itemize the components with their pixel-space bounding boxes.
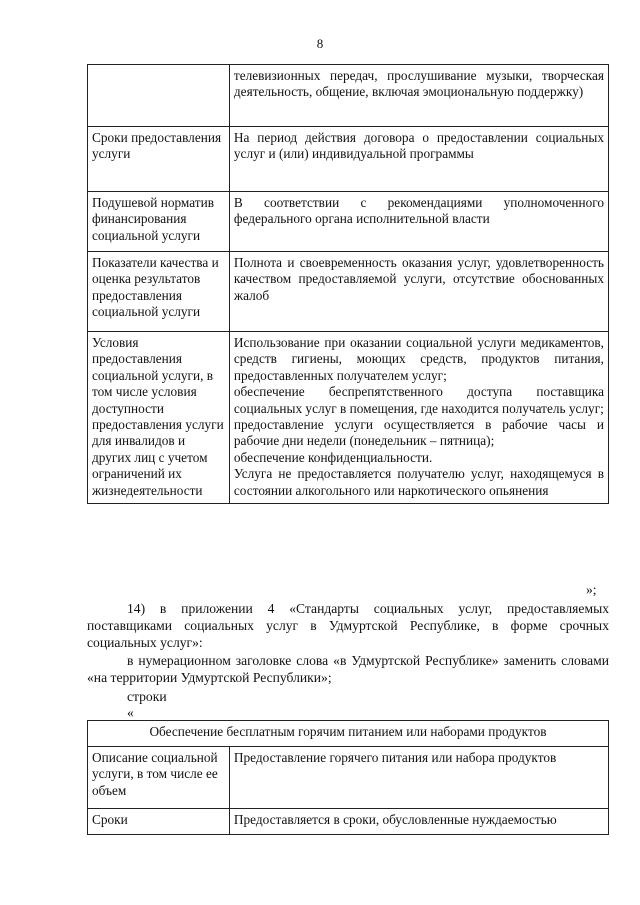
value-paragraph: Услуга не предоставляется получателю услуг, находящемуся в состоянии алкогольного или наркотического опьянения (233, 466, 604, 498)
hot-meals-table (87, 720, 609, 835)
table-row (88, 65, 609, 127)
row-label (88, 65, 230, 127)
closing-quote: »; (586, 582, 597, 597)
value-paragraph: В соответствии с рекомендациями уполномоченного федерального органа исполнительной власти (233, 195, 604, 227)
row-value: Предоставляется в сроки, обусловленные нуждаемостью (229, 809, 608, 835)
table-row (88, 192, 609, 252)
row-label: Показатели качества и оценка результатов предоставления социальной услуги (88, 252, 230, 332)
value-paragraph: Полнота и своевременность оказания услуг, удовлетворенность качеством предоставляемой услуги, отсутствие обоснованных жалоб (233, 255, 604, 303)
rows-label: строки (127, 689, 167, 704)
row-value (229, 192, 608, 252)
standard-table-continued (87, 64, 609, 504)
value-paragraph: На период действия договора о предоставлении социальных услуг и (или) индивидуальной программы (233, 130, 604, 162)
opening-quote: « (127, 705, 134, 720)
item-14-paragraph: 14) в приложении 4 «Стандарты социальных услуг, предоставляемых поставщиками социальных услуг в Удмуртской Республике, в форме срочных социальных услуг»: (87, 601, 609, 650)
value-paragraph: обеспечение конфиденциальности. (233, 449, 433, 465)
table-row (88, 747, 609, 809)
row-label: Подушевой норматив финансирования социальной услуги (88, 192, 230, 252)
row-label: Условия предоставления социальной услуги, в том числе условия доступности предоставления услуги для инвалидов и других лиц с учетом ограничений их жизнедеятельности (88, 332, 230, 504)
row-label: Описание социальной услуги, в том числе ее объем (88, 747, 230, 809)
page-number: 8 (316, 36, 324, 51)
table-row (88, 127, 609, 192)
table-header-row (88, 721, 609, 747)
row-label: Сроки предоставления услуги (88, 127, 230, 192)
service-title: Обеспечение бесплатным горячим питанием или наборами продуктов (88, 721, 609, 747)
table-row (88, 252, 609, 332)
row-value (229, 127, 608, 192)
table-row (88, 332, 609, 504)
value-paragraph: предоставление услуги осуществляется в рабочие часы и рабочие дни недели (понедельник – пятница); (233, 417, 604, 449)
numbering-change-paragraph: в нумерационном заголовке слова «в Удмуртской Республике» заменить словами «на территории Удмуртской Республики»; (87, 653, 609, 685)
value-paragraph: телевизионных передач, прослушивание музыки, творческая деятельность, общение, включая эмоциональную поддержку) (233, 68, 604, 100)
table-row (88, 809, 609, 835)
row-value (229, 252, 608, 332)
value-paragraph: Использование при оказании социальной услуги медикаментов, средств гигиены, моющих средств, продуктов питания, предоставленных получателем услуг; (233, 335, 604, 383)
row-label: Сроки (88, 809, 230, 835)
row-value (229, 332, 608, 504)
row-value: Предоставление горячего питания или набора продуктов (229, 747, 608, 809)
value-paragraph: обеспечение беспрепятственного доступа поставщика социальных услуг в помещения, где находится получатель услуг; (233, 384, 604, 416)
row-value (229, 65, 608, 127)
